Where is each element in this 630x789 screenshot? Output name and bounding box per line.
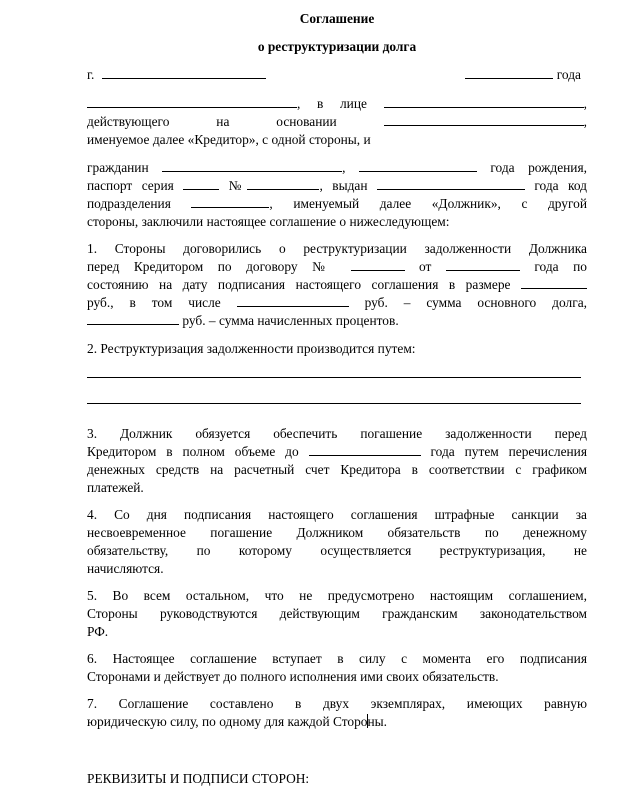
p6-line-1: 6. Настоящее соглашение вступает в силу с момента его подписания	[87, 651, 587, 666]
issued-text: выдан	[332, 178, 368, 193]
issued-by-blank	[377, 177, 525, 190]
p7-line-1: 7. Соглашение составлено в двух экземплярах, имеющих равную	[87, 696, 587, 711]
creditor-line-1: , в лице ,	[87, 95, 587, 113]
p3-line-1: 3. Должник обязуется обеспечить погашение задолженности перед	[87, 426, 587, 441]
interest-amount-blank	[87, 312, 179, 325]
p3-line-2	[87, 443, 587, 461]
requisites-heading: РЕКВИЗИТЫ И ПОДПИСИ СТОРОН:	[87, 771, 310, 786]
debtor-line-1: гражданин , года рождения,	[87, 160, 587, 175]
p1-line-5	[87, 312, 587, 330]
total-amount-blank	[521, 276, 587, 289]
passport-text: паспорт серия	[87, 178, 174, 193]
p1-principal-text: руб. – сумма основного долга,	[364, 295, 587, 310]
in-person-text: в лице	[317, 96, 367, 111]
debtor-line-4: стороны, заключили настоящее соглашение о нижеследующем:	[87, 214, 450, 229]
subdivision-code-blank	[191, 195, 269, 208]
passport-number-blank	[247, 177, 319, 190]
p3-full-amount-text: Кредитором в полном объеме до	[87, 444, 299, 459]
debtor-line-2: паспорт серия № , выдан года код	[87, 178, 587, 193]
p3-transfer-text: года путем перечисления	[430, 444, 587, 459]
date-blank	[465, 66, 553, 79]
contract-number-blank	[351, 258, 405, 271]
p2-fill-line-2	[87, 403, 581, 404]
p5-line-1: 5. Во всем остальном, что не предусмотрено настоящим соглашением,	[87, 588, 587, 603]
p1-line-4	[87, 294, 587, 312]
p1-from-text: от	[419, 259, 432, 274]
birth-year-text: года рождения,	[490, 160, 587, 175]
p4-line-2: несвоевременное погашение Должником обязательств по денежному	[87, 525, 587, 540]
on-text: на	[216, 114, 230, 129]
basis-blank	[384, 113, 584, 126]
subdivision-text: подразделения	[87, 196, 171, 211]
p7-text-after-cursor: ны.	[367, 714, 388, 729]
p1-amount-text: состоянию на дату подписания настоящего соглашения в размере	[87, 277, 511, 292]
p3-line-4: платежей.	[87, 480, 144, 495]
p4-line-4: начисляются.	[87, 561, 164, 576]
p7-text-before-cursor: юридическую силу, по одному для каждой Сторо	[87, 714, 368, 729]
birth-year-blank	[359, 159, 477, 172]
document-title: Соглашение	[299, 11, 375, 26]
passport-series-blank	[183, 177, 219, 190]
debtor-line-3: подразделения , именуемый далее «Должник», с другой	[87, 196, 587, 211]
p7-line-2	[87, 713, 587, 731]
code-text: года код	[534, 178, 587, 193]
p5-line-2: Стороны руководствуются действующим гражданским законодательством	[87, 606, 587, 621]
city-prefix: г.	[87, 67, 95, 82]
p5-line-3: РФ.	[87, 624, 109, 639]
creditor-line-3: именуемое далее «Кредитор», с одной стороны, и	[87, 132, 371, 147]
named-debtor-text: именуемый далее «Должник», с другой	[293, 196, 587, 211]
document-subtitle: о реструктуризации долга	[257, 39, 417, 54]
creditor-name-blank	[87, 95, 297, 108]
acting-text: действующего	[87, 114, 170, 129]
p2-fill-line-1	[87, 377, 581, 378]
repayment-date-blank	[309, 443, 421, 456]
p1-including-text: руб., в том числе	[87, 295, 221, 310]
city-date-line	[87, 66, 587, 84]
p2-line: 2. Реструктуризация задолженности производится путем:	[87, 341, 416, 356]
citizen-name-blank	[162, 159, 342, 172]
p1-line-1: 1. Стороны договорились о реструктуризации задолженности Должника	[87, 241, 587, 256]
p3-line-3: денежных средств на расчетный счет Кредитора в соответствии с графиком	[87, 462, 587, 477]
city-blank	[102, 66, 266, 79]
basis-text: основании	[276, 114, 337, 129]
principal-amount-blank	[237, 294, 349, 307]
year-suffix: года	[556, 67, 581, 82]
p1-line-3	[87, 276, 587, 294]
number-sign: №	[228, 178, 248, 193]
p1-year-text: года по	[534, 259, 587, 274]
representative-blank	[384, 95, 584, 108]
creditor-line-2: действующего на основании ,	[87, 114, 587, 129]
p4-line-1: 4. Со дня подписания настоящего соглашения штрафные санкции за	[87, 507, 587, 522]
p6-line-2: Сторонами и действует до полного исполнения ими своих обязательств.	[87, 669, 499, 684]
p4-line-3: обязательству, по которому осуществляется реструктуризация, не	[87, 543, 587, 558]
p1-line-2	[87, 258, 587, 276]
citizen-text: гражданин	[87, 160, 149, 175]
p1-contract-text: перед Кредитором по договору №	[87, 259, 337, 274]
p1-interest-text: руб. – сумма начисленных процентов.	[182, 313, 399, 328]
contract-date-blank	[446, 258, 520, 271]
